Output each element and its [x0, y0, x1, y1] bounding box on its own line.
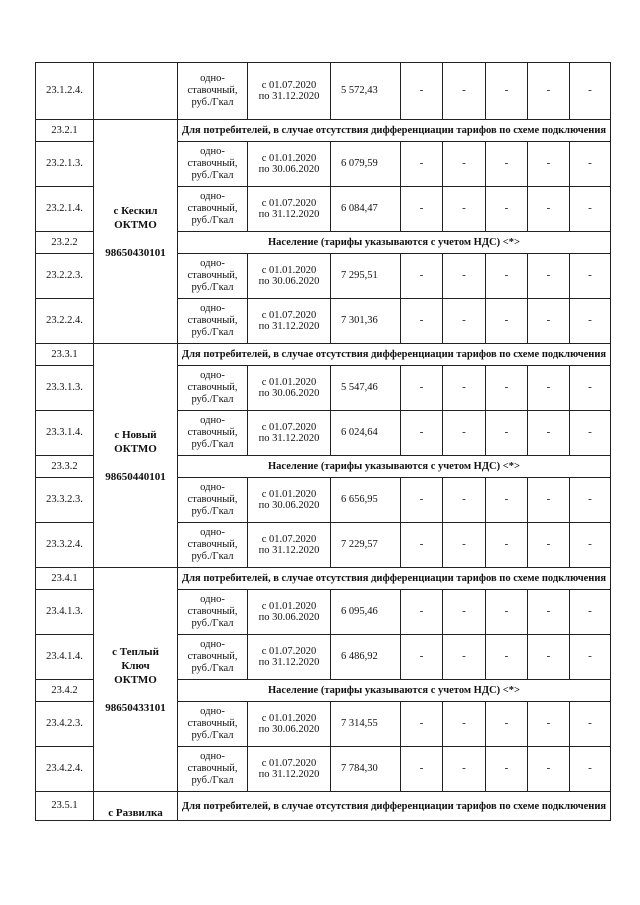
empty-dash: -: [443, 254, 486, 299]
empty-dash: -: [570, 590, 611, 635]
period-line: с 01.07.2020: [261, 421, 317, 433]
unit-line: ставочный,: [187, 158, 238, 169]
tariff-value: 6 084,47: [331, 187, 401, 232]
period-line: по 31.12.2020: [258, 657, 320, 668]
period-line: по 30.06.2020: [258, 724, 320, 735]
period-line: по 30.06.2020: [258, 388, 320, 399]
empty-dash: -: [570, 478, 611, 523]
period-cell: [248, 187, 331, 232]
locality-cell: [94, 344, 178, 568]
period-line: по 30.06.2020: [258, 612, 320, 623]
locality-line: [96, 232, 175, 246]
empty-dash: -: [443, 702, 486, 747]
unit-cell: [178, 142, 248, 187]
locality-line: [96, 687, 175, 701]
locality-line: 98650433101: [105, 701, 166, 714]
empty-dash: -: [528, 187, 570, 232]
empty-dash: -: [401, 747, 443, 792]
unit-line: одно-: [200, 73, 225, 84]
empty-dash: -: [528, 635, 570, 680]
row-code: 23.3.2.3.: [36, 478, 94, 523]
section-header: Для потребителей, в случае отсутствия дифференциации тарифов по схеме подключения: [178, 344, 611, 366]
period-line: с 01.07.2020: [261, 197, 317, 209]
empty-dash: -: [528, 411, 570, 456]
tariff-value: 6 095,46: [331, 590, 401, 635]
period-line: с 01.01.2020: [261, 600, 317, 612]
unit-cell: [178, 590, 248, 635]
empty-dash: -: [486, 590, 528, 635]
unit-line: ставочный,: [187, 539, 238, 550]
empty-dash: -: [443, 63, 486, 120]
empty-dash: -: [528, 702, 570, 747]
tariff-value: 7 295,51: [331, 254, 401, 299]
unit-line: одно-: [200, 639, 225, 650]
empty-dash: -: [401, 254, 443, 299]
tariff-row: [36, 63, 611, 120]
unit-line: ставочный,: [187, 718, 238, 729]
unit-line: руб./Гкал: [191, 394, 234, 405]
empty-dash: -: [486, 747, 528, 792]
period-line: по 31.12.2020: [258, 433, 320, 444]
period-cell: [248, 366, 331, 411]
empty-dash: -: [570, 411, 611, 456]
period-cell: [248, 478, 331, 523]
locality-line: с Развилка: [108, 807, 163, 819]
unit-cell: [178, 299, 248, 344]
empty-dash: -: [528, 478, 570, 523]
unit-line: ставочный,: [187, 270, 238, 281]
unit-line: ставочный,: [187, 494, 238, 505]
empty-dash: -: [528, 590, 570, 635]
empty-dash: -: [443, 523, 486, 568]
period-cell: [248, 299, 331, 344]
unit-cell: [178, 254, 248, 299]
period-cell: [248, 254, 331, 299]
empty-dash: -: [570, 702, 611, 747]
empty-dash: -: [401, 478, 443, 523]
empty-dash: -: [486, 523, 528, 568]
tariff-value: 6 024,64: [331, 411, 401, 456]
section-header: Для потребителей, в случае отсутствия дифференциации тарифов по схеме подключения: [178, 792, 611, 821]
unit-line: руб./Гкал: [191, 170, 234, 181]
locality-line: ОКТМО: [114, 218, 157, 231]
empty-dash: -: [528, 254, 570, 299]
tariff-document: [35, 62, 610, 821]
unit-line: руб./Гкал: [191, 282, 234, 293]
row-code: 23.5.1: [36, 792, 94, 821]
locality-line: с Кескил: [113, 204, 158, 217]
period-line: с 01.01.2020: [261, 376, 317, 388]
tariff-value: 6 656,95: [331, 478, 401, 523]
period-line: с 01.07.2020: [261, 79, 317, 91]
empty-dash: -: [401, 702, 443, 747]
empty-dash: -: [443, 187, 486, 232]
empty-dash: -: [443, 747, 486, 792]
empty-dash: -: [443, 366, 486, 411]
empty-dash: -: [528, 299, 570, 344]
empty-dash: -: [486, 366, 528, 411]
locality-line: ОКТМО: [114, 673, 157, 686]
empty-dash: -: [528, 523, 570, 568]
period-cell: [248, 63, 331, 120]
row-code: 23.2.1: [36, 120, 94, 142]
unit-cell: [178, 747, 248, 792]
unit-line: руб./Гкал: [191, 215, 234, 226]
row-code: 23.3.2: [36, 456, 94, 478]
unit-line: ставочный,: [187, 427, 238, 438]
unit-cell: [178, 478, 248, 523]
empty-dash: -: [401, 411, 443, 456]
locality-line: 98650440101: [105, 470, 166, 483]
empty-dash: -: [486, 478, 528, 523]
row-code: 23.3.1: [36, 344, 94, 366]
row-code: 23.4.1: [36, 568, 94, 590]
empty-dash: -: [486, 299, 528, 344]
tariff-value: 6 079,59: [331, 142, 401, 187]
locality-line: с Новый: [114, 428, 157, 441]
locality-cell: [94, 568, 178, 792]
row-code: 23.4.1.3.: [36, 590, 94, 635]
empty-dash: -: [401, 523, 443, 568]
locality-line: с Теплый: [112, 645, 159, 658]
period-line: с 01.07.2020: [261, 757, 317, 769]
unit-cell: [178, 187, 248, 232]
tariff-value: 6 486,92: [331, 635, 401, 680]
empty-dash: -: [486, 187, 528, 232]
period-line: с 01.01.2020: [261, 264, 317, 276]
tariff-table: [35, 62, 611, 821]
unit-line: одно-: [200, 527, 225, 538]
row-code: 23.2.1.4.: [36, 187, 94, 232]
empty-dash: -: [570, 523, 611, 568]
empty-dash: -: [401, 63, 443, 120]
unit-cell: [178, 523, 248, 568]
locality-line: Ключ: [121, 659, 150, 672]
row-code: 23.2.2: [36, 232, 94, 254]
unit-line: одно-: [200, 751, 225, 762]
period-line: по 31.12.2020: [258, 769, 320, 780]
unit-line: ставочный,: [187, 606, 238, 617]
period-cell: [248, 590, 331, 635]
unit-line: руб./Гкал: [191, 618, 234, 629]
unit-line: ставочный,: [187, 315, 238, 326]
empty-dash: -: [570, 63, 611, 120]
empty-dash: -: [443, 635, 486, 680]
empty-dash: -: [570, 254, 611, 299]
period-line: по 31.12.2020: [258, 209, 320, 220]
period-cell: [248, 635, 331, 680]
section-header-row: [36, 568, 611, 590]
locality-line: 98650430101: [105, 246, 166, 259]
section-header-row: [36, 344, 611, 366]
empty-dash: -: [528, 747, 570, 792]
empty-dash: -: [570, 187, 611, 232]
empty-dash: -: [443, 411, 486, 456]
section-header: Население (тарифы указываются с учетом НДС) <*>: [178, 232, 611, 254]
tariff-value: 7 301,36: [331, 299, 401, 344]
period-cell: [248, 702, 331, 747]
tariff-value: 7 314,55: [331, 702, 401, 747]
empty-dash: -: [401, 142, 443, 187]
empty-dash: -: [443, 142, 486, 187]
unit-line: одно-: [200, 258, 225, 269]
unit-line: руб./Гкал: [191, 730, 234, 741]
empty-dash: -: [443, 590, 486, 635]
row-code: 23.2.2.3.: [36, 254, 94, 299]
period-line: по 31.12.2020: [258, 321, 320, 332]
empty-dash: -: [486, 142, 528, 187]
unit-line: одно-: [200, 415, 225, 426]
row-code: 23.3.2.4.: [36, 523, 94, 568]
unit-cell: [178, 702, 248, 747]
tariff-value: 5 572,43: [331, 63, 401, 120]
empty-dash: -: [528, 366, 570, 411]
empty-dash: -: [486, 635, 528, 680]
unit-line: руб./Гкал: [191, 439, 234, 450]
section-header: Население (тарифы указываются с учетом НДС) <*>: [178, 680, 611, 702]
empty-dash: -: [486, 411, 528, 456]
row-code: 23.1.2.4.: [36, 63, 94, 120]
period-line: по 31.12.2020: [258, 545, 320, 556]
unit-line: ставочный,: [187, 651, 238, 662]
empty-dash: -: [528, 142, 570, 187]
period-cell: [248, 142, 331, 187]
locality-cell: [94, 792, 178, 821]
empty-dash: -: [401, 187, 443, 232]
period-line: с 01.07.2020: [261, 309, 317, 321]
unit-line: одно-: [200, 482, 225, 493]
unit-line: ставочный,: [187, 85, 238, 96]
unit-line: ставочный,: [187, 203, 238, 214]
empty-dash: -: [401, 366, 443, 411]
locality-line: ОКТМО: [114, 442, 157, 455]
tariff-value: 5 547,46: [331, 366, 401, 411]
empty-dash: -: [486, 63, 528, 120]
empty-dash: -: [570, 299, 611, 344]
empty-dash: -: [443, 299, 486, 344]
row-code: 23.4.1.4.: [36, 635, 94, 680]
unit-cell: [178, 411, 248, 456]
empty-dash: -: [570, 635, 611, 680]
unit-line: одно-: [200, 191, 225, 202]
empty-dash: -: [401, 299, 443, 344]
empty-dash: -: [570, 366, 611, 411]
unit-line: руб./Гкал: [191, 97, 234, 108]
period-line: по 31.12.2020: [258, 91, 320, 102]
period-line: с 01.07.2020: [261, 645, 317, 657]
unit-line: ставочный,: [187, 382, 238, 393]
row-code: 23.3.1.3.: [36, 366, 94, 411]
period-line: с 01.01.2020: [261, 152, 317, 164]
section-header: Для потребителей, в случае отсутствия дифференциации тарифов по схеме подключения: [178, 568, 611, 590]
unit-line: одно-: [200, 370, 225, 381]
period-line: с 01.01.2020: [261, 712, 317, 724]
period-line: по 30.06.2020: [258, 164, 320, 175]
empty-dash: -: [401, 635, 443, 680]
empty-dash: -: [486, 702, 528, 747]
period-cell: [248, 523, 331, 568]
empty-dash: -: [570, 142, 611, 187]
row-code: 23.2.1.3.: [36, 142, 94, 187]
tariff-value: 7 784,30: [331, 747, 401, 792]
empty-dash: -: [401, 590, 443, 635]
locality-cell: [94, 63, 178, 120]
locality-line: [96, 456, 175, 470]
period-line: с 01.07.2020: [261, 533, 317, 545]
unit-line: одно-: [200, 146, 225, 157]
unit-line: ставочный,: [187, 763, 238, 774]
period-cell: [248, 747, 331, 792]
unit-line: руб./Гкал: [191, 663, 234, 674]
empty-dash: -: [443, 478, 486, 523]
section-header: Для потребителей, в случае отсутствия дифференциации тарифов по схеме подключения: [178, 120, 611, 142]
period-cell: [248, 411, 331, 456]
unit-cell: [178, 635, 248, 680]
row-code: 23.3.1.4.: [36, 411, 94, 456]
period-line: по 30.06.2020: [258, 276, 320, 287]
unit-line: руб./Гкал: [191, 506, 234, 517]
tariff-value: 7 229,57: [331, 523, 401, 568]
unit-line: одно-: [200, 594, 225, 605]
section-header-row: [36, 792, 611, 821]
locality-cell: [94, 120, 178, 344]
unit-cell: [178, 63, 248, 120]
locality-line: [96, 792, 175, 806]
section-header-row: [36, 120, 611, 142]
unit-cell: [178, 366, 248, 411]
unit-line: одно-: [200, 706, 225, 717]
row-code: 23.4.2.4.: [36, 747, 94, 792]
empty-dash: -: [486, 254, 528, 299]
row-code: 23.4.2: [36, 680, 94, 702]
unit-line: одно-: [200, 303, 225, 314]
row-code: 23.2.2.4.: [36, 299, 94, 344]
section-header: Население (тарифы указываются с учетом НДС) <*>: [178, 456, 611, 478]
unit-line: руб./Гкал: [191, 551, 234, 562]
empty-dash: -: [570, 747, 611, 792]
period-line: с 01.01.2020: [261, 488, 317, 500]
period-line: по 30.06.2020: [258, 500, 320, 511]
unit-line: руб./Гкал: [191, 327, 234, 338]
row-code: 23.4.2.3.: [36, 702, 94, 747]
unit-line: руб./Гкал: [191, 775, 234, 786]
empty-dash: -: [528, 63, 570, 120]
